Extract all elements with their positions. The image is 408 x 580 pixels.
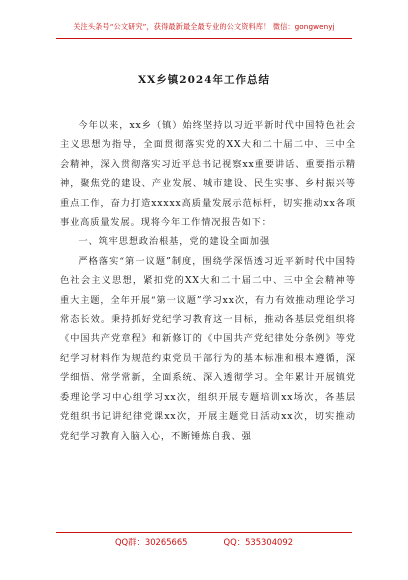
document-body	[60, 116, 356, 446]
section-1-paragraph: 严格落实“第一议题”制度，围绕学深悟透习近平新时代中国特色社会主义思想，紧扣党的XX大和二十届二中、三中全会精神等重大主题，全年开展“第一议题”学习xx次，有力有效推动理论学习常态长效。秉持抓好党纪学习教育这一目标，推动各基层党组织将《中国共产党章程》和新修订的《中国共产党纪律处分条例》等党纪学习材料作为规范约束党员干部行为的基本标准和根本遵循，深学细悟、常学常新，全面系统、深入透彻学习。全年累计开展镇党委理论学习中心组学习xx次，组织开展专题培训xx场次，各基层党组织书记讲纪律党课xx次，开展主题党日活动xx次，切实推动党纪学习教育入脑入心，不断锤炼自我、强	[60, 255, 356, 442]
section-heading-1: 一、筑牢思想政治根基，党的建设全面加强	[78, 236, 271, 248]
intro-paragraph: 今年以来，xx乡（镇）始终坚持以习近平新时代中国特色社会主义思想为指导，全面贯彻落实党的XX大和二十届二中、三中全会精神，深入贯彻落实习近平总书记视察xx重要讲话、重要指示精神，聚焦党的建设、产业发展、城市建设、民生实事、乡村振兴等重点工作，奋力打造xxxxx高质量发展示范标杆，切实推动xx各项事业高质量发展。现将今年工作情况报告如下：	[60, 120, 356, 229]
footer-divider	[56, 532, 352, 533]
footer-qq-group: QQ群：30265665	[114, 537, 188, 547]
document-title: XX乡镇2024年工作总结	[137, 74, 271, 86]
footer	[0, 536, 408, 548]
header-note: 关注头条号“公文研究”，获得最新最全最专业的公文资料库！ 微信：gongwenyj	[73, 22, 335, 31]
header-divider	[56, 38, 352, 39]
footer-qq: QQ：535304092	[223, 537, 294, 547]
